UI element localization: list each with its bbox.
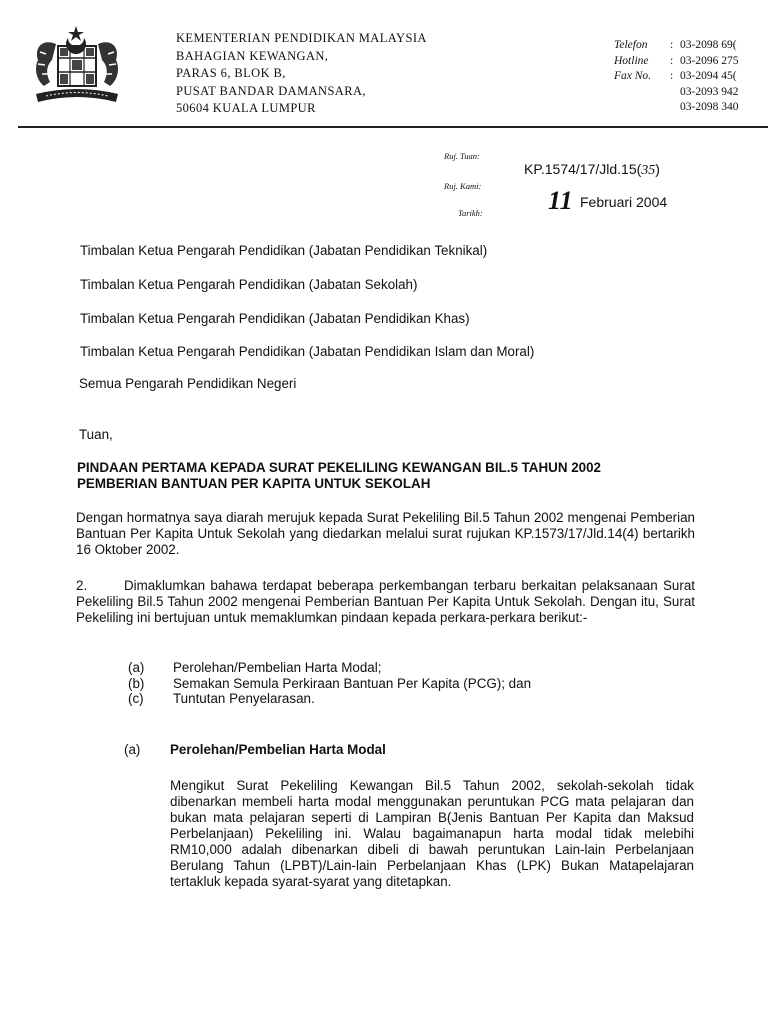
- org-line: PUSAT BANDAR DAMANSARA,: [176, 83, 366, 98]
- subject-line: PEMBERIAN BANTUAN PER KAPITA UNTUK SEKOLAH: [77, 476, 431, 491]
- list-marker: (a): [128, 660, 145, 675]
- list-item-text: Tuntutan Penyelarasan.: [173, 691, 315, 707]
- handwritten-file-number: 35: [641, 163, 656, 178]
- reference-number: KP.1574/17/Jld.15(35): [524, 161, 660, 178]
- salutation: Tuan,: [79, 427, 113, 442]
- section-heading: Perolehan/Pembelian Harta Modal: [170, 742, 386, 757]
- tarikh-label: Tarikh:: [458, 208, 483, 218]
- organization-address: [176, 30, 427, 118]
- list-item: [128, 660, 531, 676]
- ruj-kami-label: Ruj. Kami:: [444, 181, 482, 191]
- contact-number: 03-2094 45(: [680, 70, 737, 82]
- recipient-line: Semua Pengarah Pendidikan Negeri: [79, 376, 297, 391]
- list-marker: (b): [128, 675, 145, 691]
- paragraph-2-text: Dimaklumkan bahawa terdapat beberapa perkembangan terbaru berkaitan pelaksanaan Surat Pekeliling Bil.5 Tahun 2002 mengenai Pemberian Bantuan Per Kapita Untuk Sekolah. Dengan itu, Surat Pekeliling ini bertujuan untuk memaklumkan pindaan kepada perkara-perkara berikut:-: [76, 578, 695, 625]
- contact-label: Fax No.: [614, 70, 652, 82]
- contact-block: [614, 38, 768, 116]
- paragraph-2: [76, 578, 695, 626]
- subject-line: PINDAAN PERTAMA KEPADA SURAT PEKELILING KEWANGAN BIL.5 TAHUN 2002: [77, 460, 602, 475]
- letterhead-divider: [18, 126, 768, 128]
- section-marker: (a): [124, 742, 141, 757]
- contact-label: Hotline: [614, 54, 649, 67]
- contact-number: 03-2098 69(: [680, 39, 737, 51]
- contact-number: 03-2096 275: [680, 54, 739, 67]
- contact-row-hotline: Hotline : 03-2096 275: [614, 54, 768, 70]
- list-marker: (c): [128, 691, 144, 707]
- org-line: KEMENTERIAN PENDIDIKAN MALAYSIA: [176, 31, 427, 45]
- list-item: [128, 676, 531, 692]
- recipient-line: Timbalan Ketua Pengarah Pendidikan (Jabatan Pendidikan Khas): [80, 311, 470, 326]
- recipient-line: Timbalan Ketua Pengarah Pendidikan (Jabatan Sekolah): [80, 277, 418, 292]
- contact-extra-number: 03-2093 942: [680, 85, 739, 98]
- recipient-line: Timbalan Ketua Pengarah Pendidikan (Jabatan Pendidikan Islam dan Moral): [80, 344, 535, 359]
- recipient-line: Timbalan Ketua Pengarah Pendidikan (Jabatan Pendidikan Teknikal): [80, 243, 488, 258]
- section-body: Mengikut Surat Pekeliling Kewangan Bil.5 Tahun 2002, sekolah-sekolah tidak dibenarkan membeli harta modal menggunakan peruntukan PCG mata pelajaran dan bukan mata pelajaran seperti di Lampiran B(Jenis Bantuan Per Kapita dan Maksud Perbelanjaan) Pekeliling ini. Walau bagaimanapun harta modal tidak melebihi RM10,000 adalah dibenarkan dibeli di bawah peruntukan Lain-lain Perbelanjaan Berulang Tahun (LPBT)/Lain-lain Perbelanjaan Khas (LPK) Bukan Matapelajaran tertakluk kepada syarat-syarat yang ditetapkan.: [170, 778, 694, 889]
- org-line: BAHAGIAN KEWANGAN,: [176, 48, 329, 63]
- list-item-text: Semakan Semula Perkiraan Bantuan Per Kapita (PCG); dan: [173, 675, 532, 691]
- org-line: PARAS 6, BLOK B,: [176, 66, 286, 80]
- amendment-list: [128, 660, 531, 707]
- contact-row-fax: Fax No. : 03-2094 45(: [614, 69, 768, 85]
- org-line: 50604 KUALA LUMPUR: [176, 101, 316, 115]
- coat-of-arms-icon: [28, 24, 126, 110]
- handwritten-day: 11: [548, 186, 573, 215]
- paragraph-number: 2.: [76, 578, 88, 593]
- ruj-tuan-label: Ruj. Tuan:: [444, 151, 480, 161]
- list-item-text: Perolehan/Pembelian Harta Modal;: [173, 660, 382, 675]
- contact-label: Telefon: [614, 39, 648, 51]
- contact-extra-number: 03-2098 340: [680, 101, 739, 113]
- list-item: [128, 691, 531, 707]
- paragraph-1: Dengan hormatnya saya diarah merujuk kepada Surat Pekeliling Bil.5 Tahun 2002 mengenai Pemberian Bantuan Per Kapita Untuk Sekolah yang diedarkan melalui surat rujukan KP.1573/17/Jld.14(4) bertarikh 16 Oktober 2002.: [76, 510, 695, 557]
- contact-row-telefon: Telefon : 03-2098 69(: [614, 38, 768, 54]
- letter-date: Februari 2004: [580, 194, 668, 210]
